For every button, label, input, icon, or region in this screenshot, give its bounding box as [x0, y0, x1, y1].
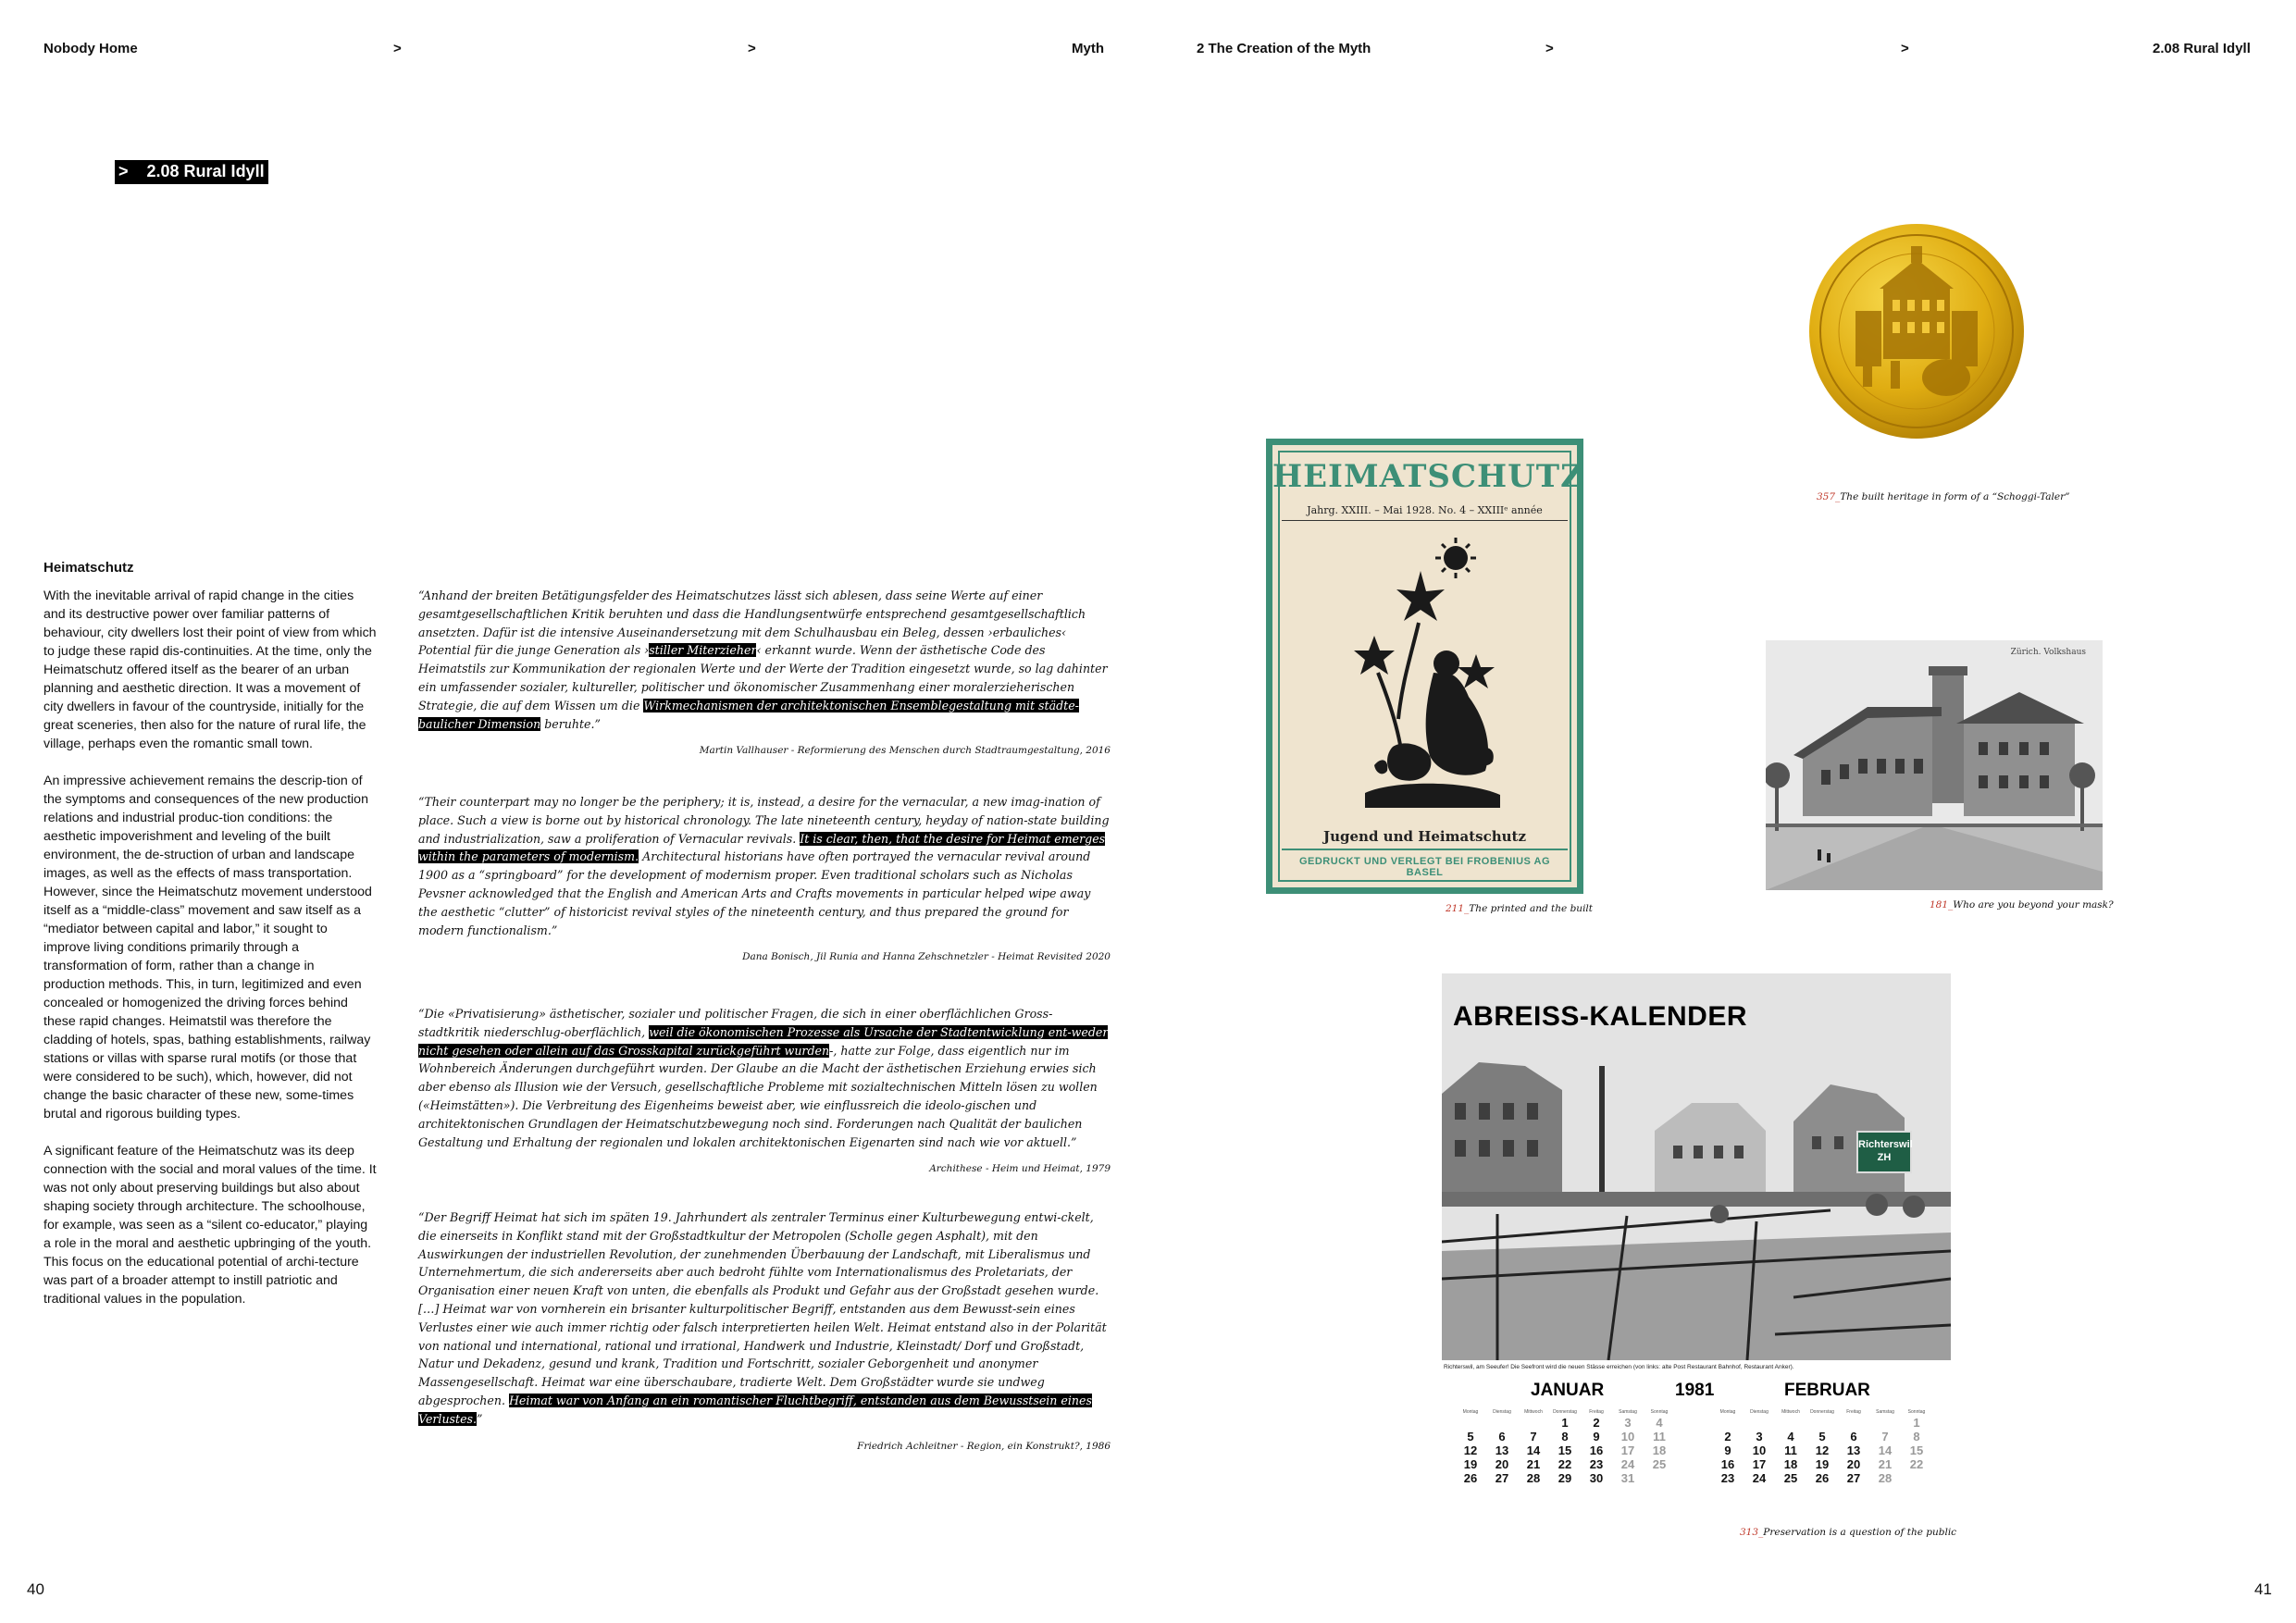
calendar-day: [1518, 1416, 1549, 1430]
calendar-weekday: Samstag: [1619, 1409, 1637, 1415]
essay-paragraph: An impressive achievement remains the descrip-tion of the symptoms and consequences of the new production relations and industrial produc-tion conditions: the aesthetic impoverishment and leveling of the built environment, the de-struction of urban and landscape images, as well as the effects of mass transportation. However, since the Heimatschutz movement understood itself as a “middle-class” movement and saw itself as a “mediator between capital and labor,” it sought to improve living conditions primarily through a transformation of form, rather than a change in production methods. This, in turn, legitimized and even concealed or homogenized the driving forces behind these rapid changes. Heimatstil was therefore the cladding of hotels, spas, bathing establishments, railway stations or villas with sparse rural motifs (or those that were considered to be such), which, however, did not change the basic character of these new, some-times brutal and rigorous building types.: [43, 774, 372, 1121]
calendar-day: 5: [1467, 1430, 1474, 1443]
calendar-weekday: Mittwoch: [1524, 1409, 1543, 1415]
calendar-day: 16: [1720, 1457, 1735, 1471]
quote-text: ‹ erkannt wurde. Wenn der ästhetische Code des Heimatstils zur Kommunikation der regionalen Werte und der Werte der Tradition eingesetzt wurde, so lag dahinter ein umfassender sozialer, kultureller, politischer und ökonomischer Zusammenhang einer moralerzieherischen Strategie, die auf dem Wissen um die: [418, 643, 1108, 712]
heimatschutz-poster: [1266, 439, 1583, 894]
quote-highlight: It is clear, then, that the desire for Heimat emerges within the parameters of modernism.: [418, 831, 1106, 864]
figure-caption: [1930, 899, 2114, 911]
calendar-day: 16: [1589, 1443, 1604, 1457]
quote-block: [418, 587, 1111, 761]
calendar-day: 8: [1561, 1430, 1569, 1443]
calendar-day: 28: [1878, 1471, 1893, 1485]
poster-title: HEIMATSCHUTZ: [1272, 458, 1584, 495]
calendar-weekday: Sonntag: [1907, 1409, 1926, 1415]
calendar-day: 25: [1652, 1457, 1667, 1471]
caption-text: Who are you beyond your mask?: [1953, 899, 2114, 911]
quote-text: “Der Begriff Heimat hat sich im späten 19. Jahrhundert als zentraler Terminus einer Kulturbewegung entwi-ckelt, die einerseits in Konflikt stand mit der Großstadtkultur der Metropolen (Scholle gegen Asphalt), mit den Auswirkungen der industriellen Revolution, der zunehmenden Überbauung der Landschaft, mit Liberalismus und Unternehmertum, die sich andererseits aber auch bedroht fühlte vom Internationalismus des Proletariats, der Organisation einer neuen Kraft von unten, die ebenfalls als Produkt und Gefahr aus der Großstadt gesehen wurde. […] Heimat war von vornherein ein brisanter kulturpolitischer Begriff, entstanden aus dem Bewusst-sein eines Verlustes einer wie auch immer richtig oder falsch interpretierten heilen Welt. Heimat entstand also in der Polarität von national und international, rational und irrational, Handwerk und Industrie, Kleinstadt/ Dorf und Großstadt, Natur und Dekadenz, gesund und krank, Tradition und Fortschritt, sozialer Geborgenheit und anonymer Massengesellschaft. Heimat war eine überschaubare, tradierte Welt. Dem Großstädter wurde sie undweg abgesprochen.: [418, 1210, 1107, 1407]
calendar-day: 20: [1846, 1457, 1861, 1471]
calendar-day: 15: [1909, 1443, 1924, 1457]
calendar-day: [1869, 1416, 1901, 1430]
quote-text: “Anhand der breiten Betätigungsfelder des Heimatschutzes lässt sich ablesen, dass seine Werte auf einer gesamtgesellschaftlichen Kritik beruhten und dass die Handlungsentwürfe entsprechend gesamtgesellschaftlich ansetzten. Dafür ist die intensive Auseinandersetzung mit dem Schulhausbau ein Beleg, dessen ›erbauliches‹ Potential für die junge Generation als ›: [418, 588, 1086, 658]
calendar-day: 6: [1498, 1430, 1506, 1443]
calendar-day: 9: [1724, 1443, 1731, 1457]
calendar-day: 9: [1593, 1430, 1600, 1443]
calendar-grid-february: [1712, 1408, 1932, 1485]
calendar-day: 14: [1526, 1443, 1541, 1457]
calendar-day: 21: [1526, 1457, 1541, 1471]
calendar-weekday: Sonntag: [1650, 1409, 1669, 1415]
calendar-grid-january: [1455, 1408, 1675, 1485]
quote-text: Architectural historians have often portrayed the vernacular revival around 1900 as a “springboard” for the development of modernism proper. Even traditional scholars such as Nicholas Pevsner acknowledged that the English and American Arts and Crafts movements in particular helped wipe away the aesthetic “clutter” of historicist revival styles of the nineteenth century, and thus prepared the ground for modern functionalism.”: [418, 849, 1091, 937]
town-sign: Richterswil ZH: [1856, 1131, 1912, 1173]
poster-illustration: [1337, 534, 1522, 821]
calendar-day: 20: [1495, 1457, 1509, 1471]
calendar-photo-caption: Richterswil, am Seeufer! Die Seefront wird die neuen Stässe erreichen (von links: alte Post Restaurant Bahnhof, Restaurant Anker).: [1444, 1364, 1794, 1370]
poster-issue: Jahrg. XXIII. – Mai 1928. No. 4 – XXIIIᵉ année: [1282, 504, 1568, 521]
calendar-weekday: Donnerstag: [1810, 1409, 1834, 1415]
calendar-day: 3: [1756, 1430, 1763, 1443]
section-title: > 2.08 Rural Idyll: [115, 160, 268, 184]
calendar-day: [1838, 1416, 1869, 1430]
calendar-day: 24: [1752, 1471, 1767, 1485]
caption-text: The built heritage in form of a “Schoggi-Taler”: [1840, 491, 2070, 502]
quote-highlight: Wirkmechanismen der architektonischen Ensemblegestaltung mit städte-baulicher Dimension: [418, 698, 1079, 731]
calendar-day: 10: [1620, 1430, 1635, 1443]
quote-source: Friedrich Achleitner - Region, ein Konstrukt?, 1986: [857, 1440, 1111, 1452]
header-arrow: >: [748, 41, 756, 56]
calendar-day: 14: [1878, 1443, 1893, 1457]
calendar-weekday: Dienstag: [1493, 1409, 1511, 1415]
calendar-weekday: Montag: [1719, 1409, 1736, 1415]
gold-coin: [1807, 222, 2026, 440]
calendar-day: 7: [1530, 1430, 1537, 1443]
calendar-day: 26: [1815, 1471, 1830, 1485]
calendar-weekday: Freitag: [1846, 1409, 1861, 1415]
essay-heading: Heimatschutz: [43, 560, 134, 576]
calendar-day: [1901, 1471, 1932, 1485]
figure-caption: [1446, 903, 1593, 914]
calendar-day: 19: [1815, 1457, 1830, 1471]
quote-block: [418, 793, 1111, 967]
calendar-day: 30: [1589, 1471, 1604, 1485]
calendar-weekday: Freitag: [1589, 1409, 1604, 1415]
caption-number: 313_: [1740, 1527, 1764, 1538]
calendar-weekday: Mittwoch: [1781, 1409, 1800, 1415]
calendar-day: 7: [1881, 1430, 1889, 1443]
calendar-day: [1806, 1416, 1838, 1430]
page-number-left: 40: [27, 1580, 44, 1598]
calendar-day: 12: [1463, 1443, 1478, 1457]
volkshaus-photo: [1766, 640, 2103, 890]
calendar-year: 1981: [1675, 1381, 1715, 1400]
quote-highlight: weil die ökonomischen Prozesse als Ursache der Stadtentwicklung ent-weder nicht gesehen oder allein auf das Grosskapital zurückgeführt wurden: [418, 1024, 1109, 1058]
quote-text: ”: [477, 1411, 483, 1426]
calendar-weekday: Samstag: [1876, 1409, 1894, 1415]
tear-off-calendar: [1442, 973, 1951, 1510]
page-number-right: 41: [2254, 1580, 2272, 1598]
calendar-day: 10: [1752, 1443, 1767, 1457]
calendar-month-february: FEBRUAR: [1784, 1381, 1870, 1400]
calendar-weekday: Montag: [1462, 1409, 1479, 1415]
calendar-day: 17: [1620, 1443, 1635, 1457]
calendar-photo: [1442, 973, 1951, 1360]
essay-paragraph: With the inevitable arrival of rapid change in the cities and its destructive power over familiar patterns of behaviour, city dwellers lost their point of view from which to judge these rapid dis-continuities. At the time, only the Heimatschutz offered itself as the bearer of an urban planning and aesthetic direction. It was a movement of city dwellers in favour of the countryside, initially for the great sceneries, then also for the nature of rural life, the village, perhaps even the romantic small town.: [43, 588, 377, 751]
calendar-day: 1: [1913, 1416, 1920, 1430]
header-arrow: >: [1545, 41, 1554, 56]
calendar-day: 13: [1846, 1443, 1861, 1457]
quote-text: -, hatte zur Folge, dass eigentlich nur im Wohnbereich Änderungen durchgeführt wurden. Der Glaube an die Macht der ästhetischen Erziehung erwies sich aber ebenso als Illusion wie der Versuch, gesellschaftliche Probleme mit sozialtechnischen Mitteln lösen zu wollen («Heimstätten»). Die Verbreitung des Eigenheims beweist aber, wie einflussreich die ideolo-gischen und architektonischen Grundlagen der Heimatschutzbewegung noch sind. Forderungen nach Qualität der baulichen Gestaltung und Erhaltung der regionalen und lokalen architektonischen Eigenarten sind nach wie vor aktuell.”: [418, 1043, 1098, 1149]
header-section: 2.08 Rural Idyll: [2153, 41, 2251, 56]
calendar-day: 4: [1656, 1416, 1663, 1430]
calendar-day: 12: [1815, 1443, 1830, 1457]
calendar-day: 18: [1783, 1457, 1798, 1471]
essay-column: [43, 559, 377, 1327]
calendar-weekday: Donnerstag: [1553, 1409, 1577, 1415]
calendar-day: 5: [1818, 1430, 1826, 1443]
calendar-day: 8: [1913, 1430, 1920, 1443]
calendar-day: 13: [1495, 1443, 1509, 1457]
calendar-month-january: JANUAR: [1531, 1381, 1605, 1400]
calendar-day: 21: [1878, 1457, 1893, 1471]
calendar-day: 11: [1784, 1443, 1797, 1457]
quote-block: [418, 1208, 1111, 1456]
header-book-title: Nobody Home: [43, 41, 138, 56]
quote-highlight: stiller Miterzieher: [649, 643, 757, 658]
calendar-day: [1775, 1416, 1806, 1430]
quote-source: Martin Vallhauser - Reformierung des Menschen durch Stadtraumgestaltung, 2016: [699, 745, 1111, 757]
caption-number: 181_: [1930, 899, 1954, 911]
essay-paragraph: A significant feature of the Heimatschutz was its deep connection with the social and moral values of the time. It was not only about preserving buildings but also about shaping society through architecture. The schoolhouse, for example, was seen as a “silent co-educator,” playing a role in the moral and aesthetic upbringing of the youth. This focus on the educational potential of archi-tecture was part of a broader attempt to instill patriotic and traditional values in the population.: [43, 1144, 377, 1307]
calendar-day: 2: [1593, 1416, 1600, 1430]
calendar-day: 15: [1558, 1443, 1572, 1457]
header-part: Myth: [1072, 41, 1104, 56]
volkshaus-illustration: [1766, 640, 2103, 890]
caption-number: 357_: [1817, 491, 1841, 502]
calendar-title: ABREISS-KALENDER: [1453, 1001, 1748, 1032]
poster-footer: GEDRUCKT UND VERLEGT BEI FROBENIUS AG BASEL: [1282, 849, 1568, 878]
quote-source: Archithese - Heim und Heimat, 1979: [929, 1163, 1111, 1175]
calendar-day: 23: [1589, 1457, 1604, 1471]
header-chapter: 2 The Creation of the Myth: [1197, 41, 1371, 56]
calendar-day: 31: [1620, 1471, 1635, 1485]
calendar-day: 23: [1720, 1471, 1735, 1485]
header-arrow: >: [1901, 41, 1909, 56]
figure-caption: [1740, 1527, 1956, 1538]
calendar-day: 29: [1558, 1471, 1572, 1485]
calendar-day: 22: [1909, 1457, 1924, 1471]
quote-text: beruhte.”: [540, 716, 601, 731]
caption-number: 211_: [1446, 903, 1470, 914]
calendar-day: 24: [1620, 1457, 1635, 1471]
calendar-day: 26: [1463, 1471, 1478, 1485]
calendar-day: 27: [1846, 1471, 1861, 1485]
quote-block: [418, 1005, 1111, 1179]
quote-source: Dana Bonisch, Jil Runia and Hanna Zehschnetzler - Heimat Revisited 2020: [742, 951, 1111, 963]
header-arrow: >: [393, 41, 402, 56]
calendar-day: 17: [1752, 1457, 1767, 1471]
calendar-day: 18: [1652, 1443, 1667, 1457]
quote-text: “Die «Privatisierung» ästhetischer, sozialer und politischer Fragen, die sich in einer oberflächlichen Gross-stadtkritik niederschlug-oberflächlich,: [418, 1007, 1053, 1039]
quote-text: “Their counterpart may no longer be the periphery; it is, instead, a desire for the vernacular, a new imag-ination of place. Such a view is borne out by historical chronology. The late nineteenth century, heyday of nation-state building and industrialization, saw a proliferation of Vernacular revivals.: [418, 795, 1110, 846]
calendar-day: 27: [1495, 1471, 1509, 1485]
calendar-day: 6: [1850, 1430, 1857, 1443]
photo-label: Zürich. Volkshaus: [2010, 648, 2086, 657]
calendar-day: 19: [1463, 1457, 1478, 1471]
calendar-day: 11: [1653, 1430, 1666, 1443]
calendar-day: 28: [1526, 1471, 1541, 1485]
caption-text: Preservation is a question of the public: [1763, 1527, 1957, 1538]
calendar-day: [1744, 1416, 1775, 1430]
quote-highlight: Heimat war von Anfang an ein romantischer Fluchtbegriff, entstanden aus dem Bewusstsein eines Verlustes.: [418, 1393, 1092, 1426]
calendar-day: 2: [1724, 1430, 1731, 1443]
figure-caption: [1817, 491, 2070, 502]
calendar-weekday: Dienstag: [1750, 1409, 1769, 1415]
poster-subtitle: Jugend und Heimatschutz: [1323, 828, 1526, 845]
calendar-day: [1712, 1416, 1744, 1430]
calendar-day: 22: [1558, 1457, 1572, 1471]
caption-text: The printed and the built: [1469, 903, 1594, 914]
calendar-day: 4: [1787, 1430, 1794, 1443]
calendar-day: 25: [1783, 1471, 1798, 1485]
calendar-day: [1455, 1416, 1486, 1430]
calendar-day: 3: [1624, 1416, 1632, 1430]
calendar-day: 1: [1561, 1416, 1569, 1430]
calendar-day: [1486, 1416, 1518, 1430]
calendar-day: [1644, 1471, 1675, 1485]
